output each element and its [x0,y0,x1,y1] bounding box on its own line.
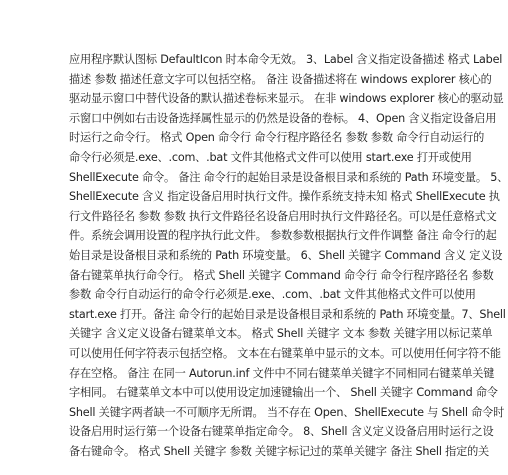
text-line: 字相同。 右键菜单文本中可以使用设定加速键输出一个、 Shell 关键字 Command 命令 [69,386,498,400]
text-line: ShellExecute 含义 指定设备启用时执行文件。操作系统支持未知 格式 ShellExecute 执 [69,190,500,204]
text-line: 件。系统会调用设置的程序执行此文件。 参数参数根据执行文件作调整 备注 命令行的起 [69,229,497,243]
text-line: 时运行之命令行。 格式 Open 命令行 命令行程序路径名 参数 参数 命令行自动运行的 [69,131,485,145]
text-line: 驱动显示窗口中替代设备的默认描述卷标来显示。 在非 windows explorer 核心的驱动显 [69,92,504,106]
text-line: 应用程序默认图标 DefaultIcon 时本命令无效。 3、Label 含义指定设备描述 格式 Label [69,53,503,66]
text-line: 存在空格。 备注 在同一 Autorun.inf 文件中不同右键菜单关键字不同相同右键菜单关键 [69,366,495,380]
text-line: 备右键菜单执行命令行。 格式 Shell 关键字 Command 命令行 命令行程序路径名 参数 [69,268,494,282]
text-line: 命令行必须是.exe、.com、.bat 文件其他格式文件可以使用 start.exe 打开或使用 [69,150,472,164]
text-line: 示窗口中例如右击设备选择属性显示的仍然是设备的卷标。 4、Open 含义指定设备启用 [69,111,497,125]
text-line: 备右键命令。 格式 Shell 关键字 参数 关键字标记过的菜单关键字 备注 Shell 指定的关 [69,444,490,458]
text-line: 关键字 含义定义设备右键菜单文本。 格式 Shell 关键字 文本 参数 关键字用以标记菜单 [69,327,493,341]
text-line: Shell 关键字两者缺一不可顺序无所谓。 当不存在 Open、ShellExecute 与 Shell 命令时 [69,405,505,419]
text-line: ShellExecute 命令。 备注 命令行的起始目录是设备根目录和系统的 Path 环境变量。 5、 [69,170,508,184]
text-line: 参数 命令行自动运行的命令行必须是.exe、.com、.bat 文件其他格式文件可以使用 [69,288,476,302]
text-line: 设备启用时运行第一个设备右键菜单指定命令。 8、Shell 含义定义设备启用时运行之设 [69,425,494,439]
autorun-doc-text [69,50,508,461]
text-line: start.exe 打开。备注 命令行的起始目录是设备根目录和系统的 Path 环境变量。7、Shell [69,307,506,321]
text-line: 始目录是设备根目录和系统的 Path 环境变量。 6、Shell 关键字 Command 含义 定义设 [69,248,503,262]
text-line: 可以使用任何字符表示包括空格。 文本在右键菜单中显示的文本。可以使用任何字符不能 [69,346,501,360]
text-line: 行文件路径名 参数 参数 执行文件路径名设备启用时执行文件路径名。可以是任意格式文 [69,209,497,223]
text-line: 描述 参数 描述任意文字可以包括空格。 备注 设备描述将在 windows explorer 核心的 [69,72,492,86]
